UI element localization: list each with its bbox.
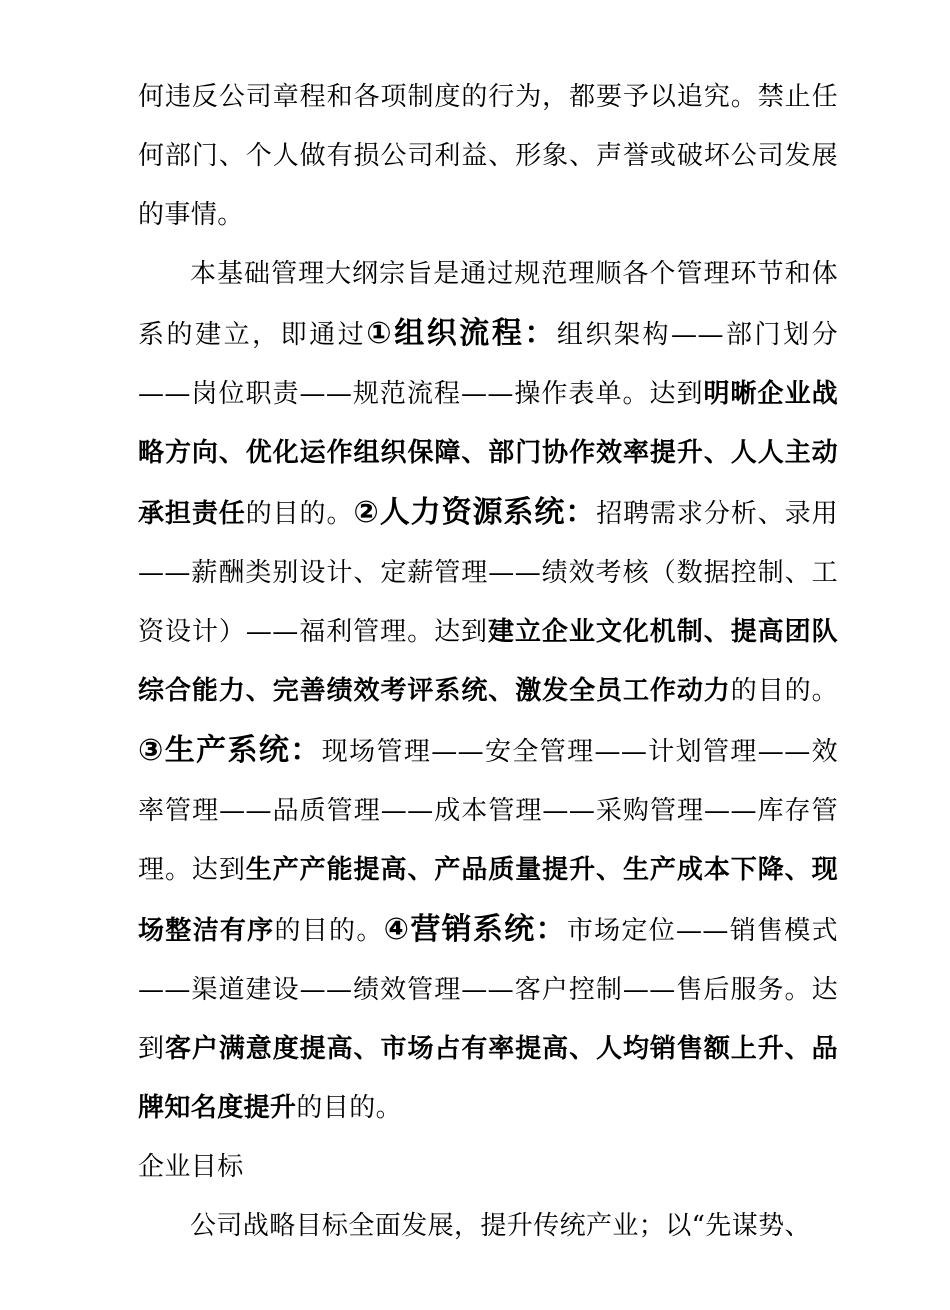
paragraph-discipline: 何违反公司章程和各项制度的行为，都要予以追究。禁止任何部门、个人做有损公司利益、形象、声誉或破坏公司发展的事情。 xyxy=(138,82,838,230)
section-goal-hr: 建立企业文化机制、提高团队综合能力、完善绩效考评系统、激发全员工作动力 xyxy=(138,617,838,706)
section-text-production: 现场管理——安全管理——计划管理——效率管理——品质管理——成本管理——采购管理——库存管理。达到 xyxy=(138,737,838,885)
paragraph-management-outline xyxy=(138,245,838,1138)
section-end-marketing: 的目的。 xyxy=(296,1093,403,1123)
section-end-production: 的目的。 xyxy=(274,916,384,946)
section-goal-marketing: 客户满意度提高、市场占有率提高、人均销售额上升、品牌知名度提升 xyxy=(138,1034,838,1123)
section-goal-production: 生产产能提高、产品质量提升、生产成本下降、现场整洁有序 xyxy=(138,855,838,946)
document-page xyxy=(138,68,838,1298)
section-goal-organization: 明晰企业战略方向、优化运作组织保障、部门协作效率提升、人人主动承担责任 xyxy=(138,379,838,529)
section-heading-marketing: ④营销系统： xyxy=(383,912,567,947)
section-heading-organization: ①组织流程： xyxy=(366,316,557,351)
section-end-hr: 的目的。 xyxy=(730,676,838,706)
section-text-organization: 组织架构——部门划分——岗位职责——规范流程——操作表单。达到 xyxy=(138,320,838,409)
section-heading-hr: ②人力资源系统： xyxy=(353,495,597,530)
section-title-enterprise-goals: 企业目标 xyxy=(138,1152,244,1182)
section-text-marketing: 市场定位——销售模式——渠道建设——绩效管理——客户控制——售后服务。达到 xyxy=(138,916,838,1064)
outline-intro: 本基础管理大纲宗旨是通过规范理顺各个管理环节和体系的建立，即通过 xyxy=(138,259,838,350)
section-text-hr: 招聘需求分析、录用——薪酬类别设计、定薪管理——绩效考核（数据控制、工资设计）——福利管理。达到 xyxy=(138,499,838,647)
section-end-organization: 的目的。 xyxy=(245,499,354,529)
section-heading-production: ③生产系统： xyxy=(138,733,322,768)
paragraph-strategic-goal: 公司战略目标全面发展，提升传统产业；以“先谋势、 xyxy=(190,1211,811,1241)
